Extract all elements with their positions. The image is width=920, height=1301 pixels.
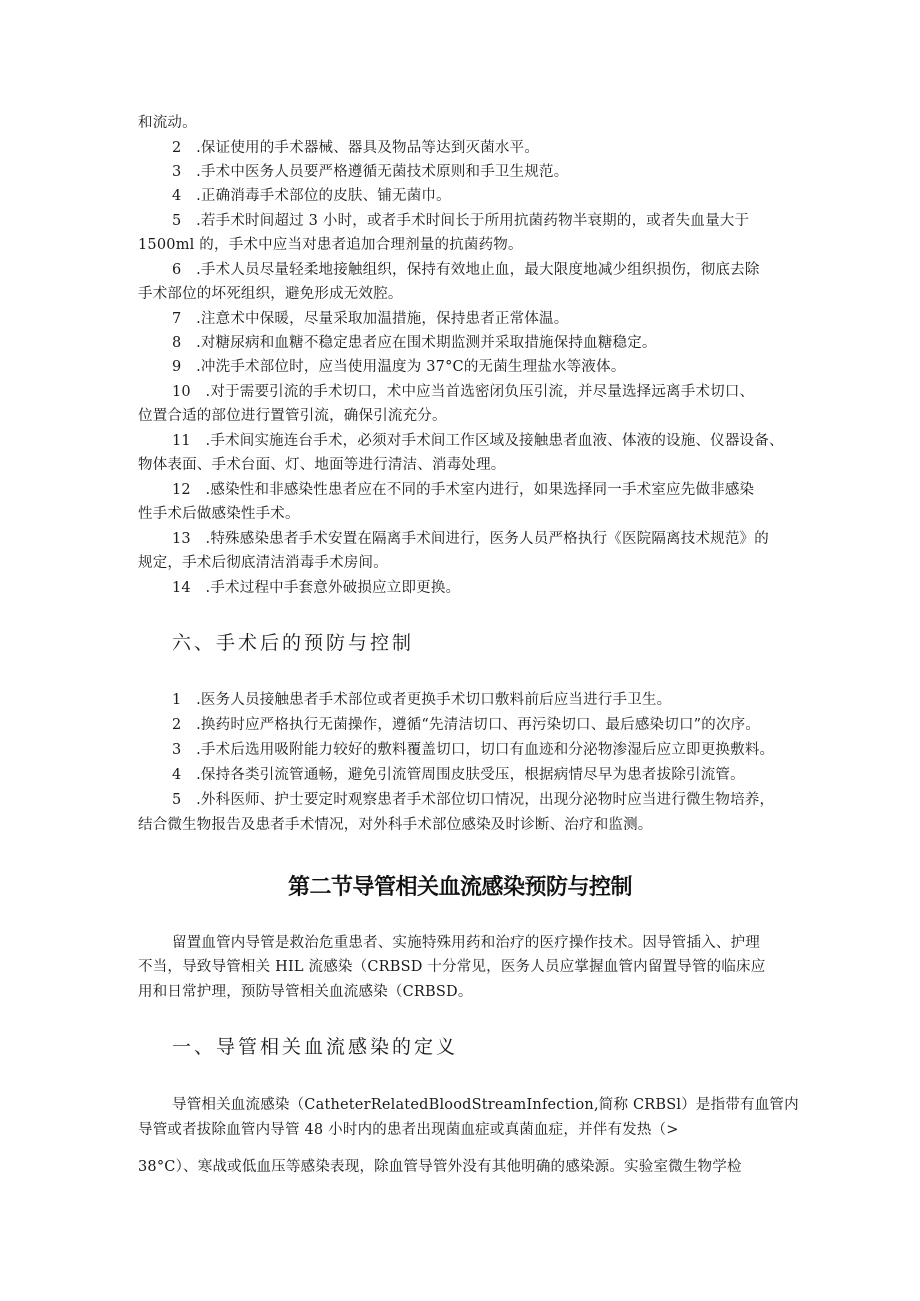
post-item-3: 3 .手术后选用吸附能力较好的敷料覆盖切口，切口有血迹和分泌物渗湿后应立即更换敷料。 bbox=[172, 742, 775, 758]
list-item-12-line-2: 性手术后做感染性手术。 bbox=[138, 506, 300, 522]
definition-line-2: 导管或者拔除血管内导管 48 小时内的患者出现菌血症或真菌血症，并伴有发热（> bbox=[138, 1122, 679, 1138]
list-item-14: 14 .手术过程中手套意外破损应立即更换。 bbox=[172, 580, 461, 596]
list-item-4: 4 .正确消毒手术部位的皮肤、铺无菌巾。 bbox=[172, 188, 451, 204]
intro-line-2: 不当，导致导管相关 HIL 流感染（CRBSD 十分常见，医务人员应掌握血管内留置导管的临床应 bbox=[138, 959, 766, 975]
list-item-2: 2 .保证使用的手术器械、器具及物品等达到灭菌水平。 bbox=[172, 140, 540, 156]
list-item-13-line-2: 规定，手术后彻底清洁消毒手术房间。 bbox=[138, 555, 388, 571]
section-heading-postoperative: 六、手术后的预防与控制 bbox=[172, 632, 415, 654]
list-item-13-line-1: 13 .特殊感染患者手术安置在隔离手术间进行，医务人员严格执行《医院隔离技术规范》的 bbox=[172, 531, 769, 547]
post-item-5-line-1: 5 .外科医师、护士要定时观察患者手术部位切口情况，出现分泌物时应当进行微生物培养， bbox=[172, 792, 775, 808]
intro-line-3: 用和日常护理，预防导管相关血流感染（CRBSD。 bbox=[138, 984, 473, 1000]
list-item-6-line-1: 6 .手术人员尽量轻柔地接触组织，保持有效地止血，最大限度地减少组织损伤，彻底去除 bbox=[172, 262, 760, 278]
list-item-10-line-2: 位置合适的部位进行置管引流，确保引流充分。 bbox=[138, 408, 447, 424]
intro-line-1: 留置血管内导管是救治危重患者、实施特殊用药和治疗的医疗操作技术。因导管插入、护理 bbox=[172, 935, 760, 951]
definition-line-1: 导管相关血流感染（CatheterRelatedBloodStreamInfection,简称 CRBSl）是指带有血管内 bbox=[172, 1097, 799, 1113]
list-item-12-line-1: 12 .感染性和非感染性患者应在不同的手术室内进行，如果选择同一手术室应先做非感染 bbox=[172, 482, 755, 498]
list-item-3: 3 .手术中医务人员要严格遵循无菌技术原则和手卫生规范。 bbox=[172, 164, 569, 180]
list-item-5-line-1: 5 .若手术时间超过 3 小时，或者手术时间长于所用抗菌药物半衰期的，或者失血量大于 bbox=[172, 213, 750, 229]
list-item-5-line-2: 1500ml 的，手术中应当对患者追加合理剂量的抗菌药物。 bbox=[138, 237, 523, 253]
list-item-9: 9 .冲洗手术部位时，应当使用温度为 37°C的无菌生理盐水等液体。 bbox=[172, 359, 626, 375]
continuation-text: 和流动。 bbox=[138, 115, 197, 131]
list-item-10-line-1: 10 .对于需要引流的手术切口，术中应当首选密闭负压引流，并尽量选择远离手术切口、 bbox=[172, 384, 755, 400]
definition-line-3: 38°C）、寒战或低血压等感染表现，除血管导管外没有其他明确的感染源。实验室微生物学检 bbox=[138, 1159, 742, 1175]
post-item-1: 1 .医务人员接触患者手术部位或者更换手术切口敷料前后应当进行手卫生。 bbox=[172, 692, 672, 708]
post-item-4: 4 .保持各类引流管通畅，避免引流管周围皮肤受压，根据病情尽早为患者拔除引流管。 bbox=[172, 767, 745, 783]
section-heading-definition: 一、导管相关血流感染的定义 bbox=[172, 1036, 459, 1058]
list-item-6-line-2: 手术部位的坏死组织，避免形成无效腔。 bbox=[138, 286, 403, 302]
list-item-11-line-1: 11 .手术间实施连台手术，必须对手术间工作区域及接触患者血液、体液的设施、仪器设备、 bbox=[172, 433, 784, 449]
list-item-8: 8 .对糖尿病和血糖不稳定患者应在围术期监测并采取措施保持血糖稳定。 bbox=[172, 335, 657, 351]
post-item-2: 2 .换药时应严格执行无菌操作，遵循“先清洁切口、再污染切口、最后感染切口”的次序。 bbox=[172, 717, 761, 733]
post-item-5-line-2: 结合微生物报告及患者手术情况，对外科手术部位感染及时诊断、治疗和监测。 bbox=[138, 817, 653, 833]
chapter-title: 第二节导管相关血流感染预防与控制 bbox=[287, 875, 632, 900]
list-item-7: 7 .注意术中保暖，尽量采取加温措施，保持患者正常体温。 bbox=[172, 311, 569, 327]
list-item-11-line-2: 物体表面、手术台面、灯、地面等进行清洁、消毒处理。 bbox=[138, 457, 506, 473]
